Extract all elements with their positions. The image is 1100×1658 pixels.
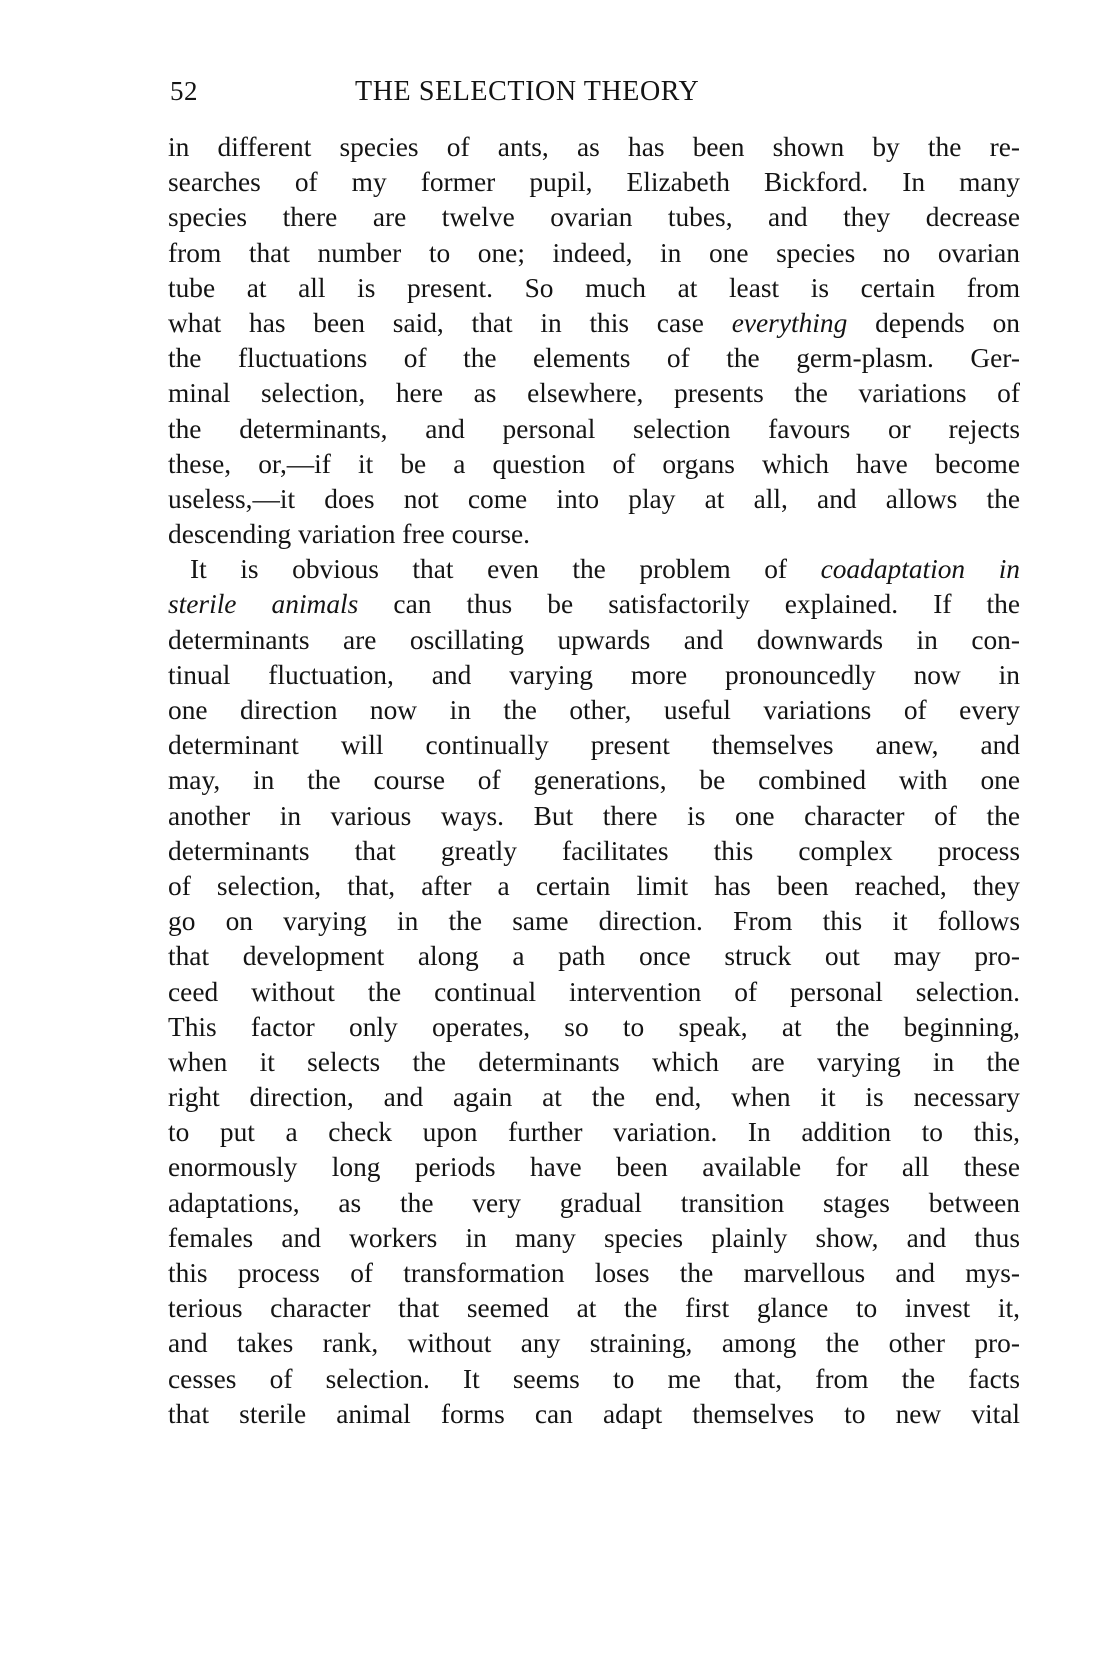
text-line: tube at all is present. So much at least is certain from (168, 272, 1020, 303)
text-line: that sterile animal forms can adapt themselves to new vital (168, 1398, 1020, 1429)
text-run: It is obvious that even the problem of (190, 554, 821, 585)
text-line: go on varying in the same direction. From this it follows (168, 906, 1020, 937)
text-line: determinants are oscillating upwards and downwards in con- (168, 624, 1020, 655)
text-line: of selection, that, after a certain limit has been reached, they (168, 870, 1020, 901)
text-line (168, 552, 1020, 587)
text-line: the determinants, and personal selection favours or rejects (168, 413, 1020, 444)
italic-text-run: sterile animals (168, 589, 359, 620)
text-line: one direction now in the other, useful variations of every (168, 695, 1020, 725)
italic-text-run: everything (731, 307, 848, 338)
text-line: descending variation free course. (168, 519, 531, 550)
text-line: tinual fluctuation, and varying more pronouncedly now in (168, 659, 1020, 690)
text-line: another in various ways. But there is one character of the (168, 800, 1020, 831)
text-line: from that number to one; indeed, in one species no ovarian (168, 237, 1020, 268)
text-line: in different species of ants, as has been shown by the re- (168, 132, 1020, 162)
body-text (168, 130, 1020, 1432)
text-line: may, in the course of generations, be combined with one (168, 765, 1020, 796)
text-line: cesses of selection. It seems to me that, from the facts (168, 1363, 1020, 1394)
text-line: determinants that greatly facilitates this complex process (168, 835, 1020, 866)
text-line: when it selects the determinants which are varying in the (168, 1046, 1020, 1077)
text-line: adaptations, as the very gradual transition stages between (168, 1187, 1020, 1218)
page-number: 52 (170, 76, 198, 106)
text-run: depends on (847, 307, 1021, 338)
text-line (168, 306, 1020, 341)
text-line (168, 587, 1020, 622)
text-run: what has been said, that in this case (168, 307, 732, 338)
text-line: females and workers in many species plainly show, and thus (168, 1222, 1020, 1253)
text-line: and takes rank, without any straining, among the other pro- (168, 1328, 1020, 1359)
text-line: right direction, and again at the end, when it is necessary (168, 1082, 1020, 1113)
running-title: THE SELECTION THEORY (355, 76, 700, 107)
text-line: useless,—it does not come into play at all, and allows the (168, 483, 1020, 514)
text-line: enormously long periods have been available for all these (168, 1152, 1020, 1183)
text-line: searches of my former pupil, Elizabeth Bickford. In many (168, 167, 1020, 198)
text-line: terious character that seemed at the first glance to invest it, (168, 1293, 1020, 1324)
text-line: minal selection, here as elsewhere, presents the variations of (168, 378, 1020, 409)
page-header (170, 76, 1020, 116)
text-run: can thus be satisfactorily explained. If the (358, 589, 1020, 620)
italic-text-run: coadaptation in (820, 554, 1020, 585)
text-line: determinant will continually present themselves anew, and (168, 730, 1020, 761)
text-line: ceed without the continual intervention of personal selection. (168, 976, 1020, 1007)
text-line: the fluctuations of the elements of the germ-plasm. Ger- (168, 343, 1020, 374)
text-line: that development along a path once struck out may pro- (168, 941, 1020, 972)
text-line: This factor only operates, so to speak, at the beginning, (168, 1011, 1020, 1042)
text-line: these, or,—if it be a question of organs which have become (168, 448, 1020, 479)
text-line: this process of transformation loses the marvellous and mys- (168, 1258, 1020, 1288)
text-line: to put a check upon further variation. In addition to this, (168, 1117, 1020, 1148)
text-line: species there are twelve ovarian tubes, and they decrease (168, 202, 1020, 233)
